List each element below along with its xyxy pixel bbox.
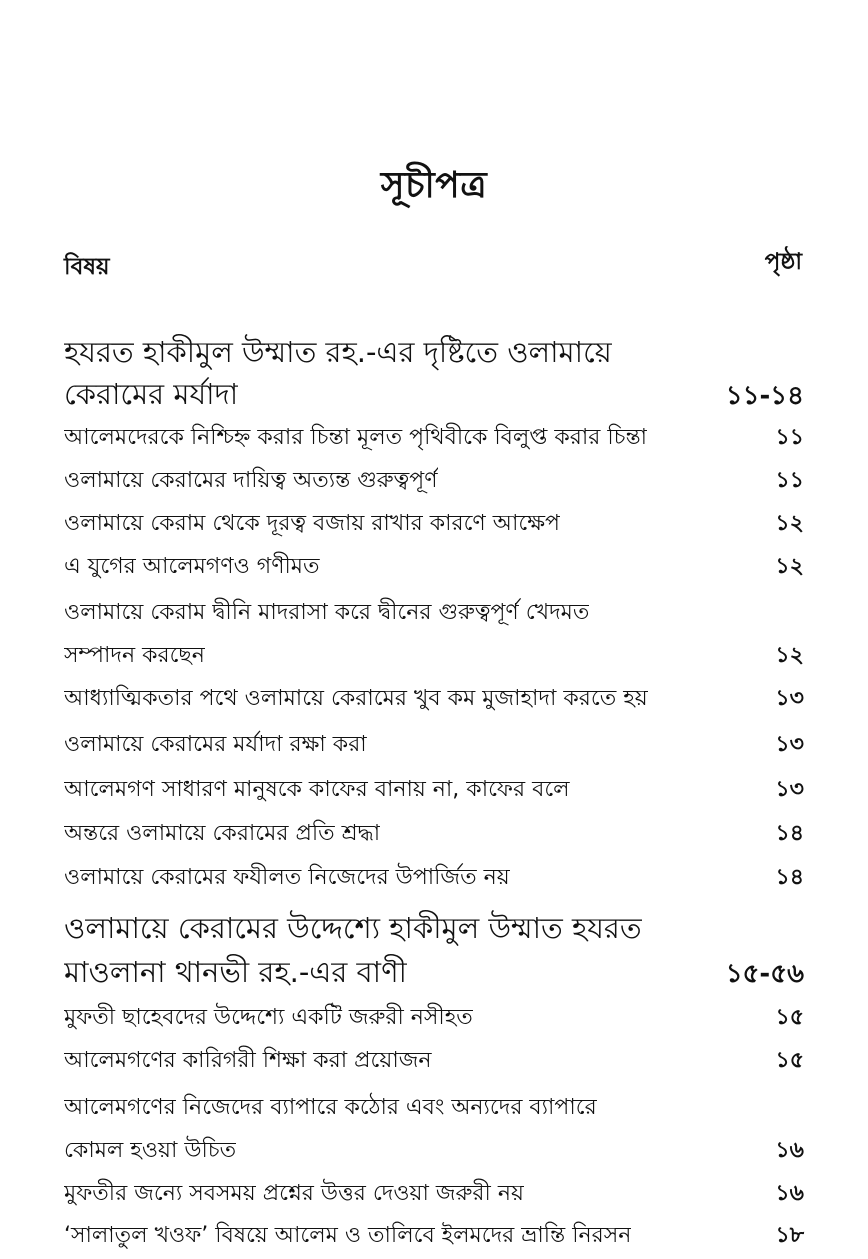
toc-entry-title: আলেমগণ সাধারণ মানুষকে কাফের বানায় না, কাফের বলে [64, 777, 570, 802]
toc-entry-title: ওলামায়ে কেরাম দ্বীনি মাদরাসা করে দ্বীনের গুরুত্বপূর্ণ খেদমত [64, 600, 590, 625]
section-title-line: মাওলানা থানভী রহ.-এর বাণী [64, 955, 407, 989]
toc-entry-page: ১২ [775, 554, 804, 579]
toc-entry-title: কোমল হওয়া উচিত [64, 1138, 237, 1163]
toc-entry-title: ওলামায়ে কেরামের মর্যাদা রক্ষা করা [64, 732, 367, 757]
toc-entry [64, 595, 804, 632]
toc-entry-title: মুফতীর জন্যে সবসময় প্রশ্নের উত্তর দেওয়া জরুরী নয় [64, 1181, 524, 1206]
toc-entry-title: সম্পাদন করছেন [64, 643, 205, 668]
toc-entry [64, 1218, 804, 1255]
toc-entry-page: ১৩ [775, 732, 804, 757]
toc-entry-title: আলেমগণের কারিগরী শিক্ষা করা প্রয়োজন [64, 1048, 432, 1073]
toc-entry [64, 420, 804, 457]
toc-entry [64, 681, 804, 718]
section-heading-continued [64, 372, 804, 421]
toc-entry-page: ১২ [775, 643, 804, 668]
toc-entry [64, 549, 804, 586]
toc-entry [64, 1000, 804, 1037]
toc-entry-page: ১৬ [775, 1181, 804, 1206]
page-title: সূচীপত্র [380, 165, 488, 206]
toc-entry [64, 463, 804, 500]
section-page-range: ১৫-৫৬ [725, 959, 804, 989]
toc-entry-page: ১২ [775, 511, 804, 536]
section-title-line: ওলামায়ে কেরামের উদ্দেশ্যে হাকীমুল উম্মাত হযরত [64, 911, 642, 945]
toc-entry-title: আলেমদেরকে নিশ্চিহ্ন করার চিন্তা মূলত পৃথিবীকে বিলুপ্ত করার চিন্তা [64, 425, 648, 450]
section-title-line: কেরামের মর্যাদা [64, 377, 239, 411]
subject-column-header: বিষয় [64, 254, 110, 280]
toc-entry-page: ১৪ [775, 865, 804, 890]
toc-entry-title: আলেমগণের নিজেদের ব্যাপারে কঠোর এবং অন্যদের ব্যাপারে [64, 1095, 597, 1120]
toc-entry-title: মুফতী ছাহেবদের উদ্দেশ্যে একটি জরুরী নসীহত [64, 1005, 473, 1030]
toc-entry [64, 506, 804, 543]
section-heading-continued [64, 950, 804, 999]
toc-entry-page: ১১ [775, 425, 804, 450]
toc-entry [64, 772, 804, 809]
toc-entry-title: ওলামায়ে কেরামের ফযীলত নিজেদের উপার্জিত নয় [64, 865, 510, 890]
toc-entry-page: ১৬ [775, 1138, 804, 1163]
section-page-range: ১১-১৪ [725, 381, 804, 411]
section-title-line: হযরত হাকীমুল উম্মাত রহ.-এর দৃষ্টিতে ওলামায়ে [64, 335, 612, 369]
toc-entry-page: ১৪ [775, 821, 804, 846]
toc-entry [64, 1090, 804, 1127]
toc-entry-page: ১৩ [775, 777, 804, 802]
toc-entry [64, 727, 804, 764]
toc-entry [64, 860, 804, 897]
toc-entry-title: ওলামায়ে কেরাম থেকে দূরত্ব বজায় রাখার কারণে আক্ষেপ [64, 511, 560, 536]
section-heading [64, 906, 804, 955]
toc-entry-page: ১১ [775, 468, 804, 493]
toc-entry-title: এ যুগের আলেমগণও গণীমত [64, 554, 320, 579]
toc-entry-title: ওলামায়ে কেরামের দায়িত্ব অত্যন্ত গুরুত্বপূর্ণ [64, 468, 438, 493]
toc-entry-title: অন্তরে ওলামায়ে কেরামের প্রতি শ্রদ্ধা [64, 821, 381, 846]
toc-entry-page: ১৫ [775, 1048, 804, 1073]
toc-entry-title: ‘সালাতুল খওফ’ বিষয়ে আলেম ও তালিবে ইলমদের ভ্রান্তি নিরসন [64, 1223, 632, 1248]
toc-entry [64, 816, 804, 853]
toc-entry-continued [64, 1133, 804, 1170]
toc-entry [64, 1043, 804, 1080]
toc-entry-page: ১৫ [775, 1005, 804, 1030]
toc-entry-page: ১৩ [775, 686, 804, 711]
toc-entry [64, 1176, 804, 1213]
toc-entry-continued [64, 638, 804, 675]
toc-entry-page: ১৮ [775, 1223, 804, 1248]
toc-entry-title: আধ্যাত্মিকতার পথে ওলামায়ে কেরামের খুব কম মুজাহাদা করতে হয় [64, 686, 648, 711]
page-column-header: পৃষ্ঠা [764, 249, 802, 275]
